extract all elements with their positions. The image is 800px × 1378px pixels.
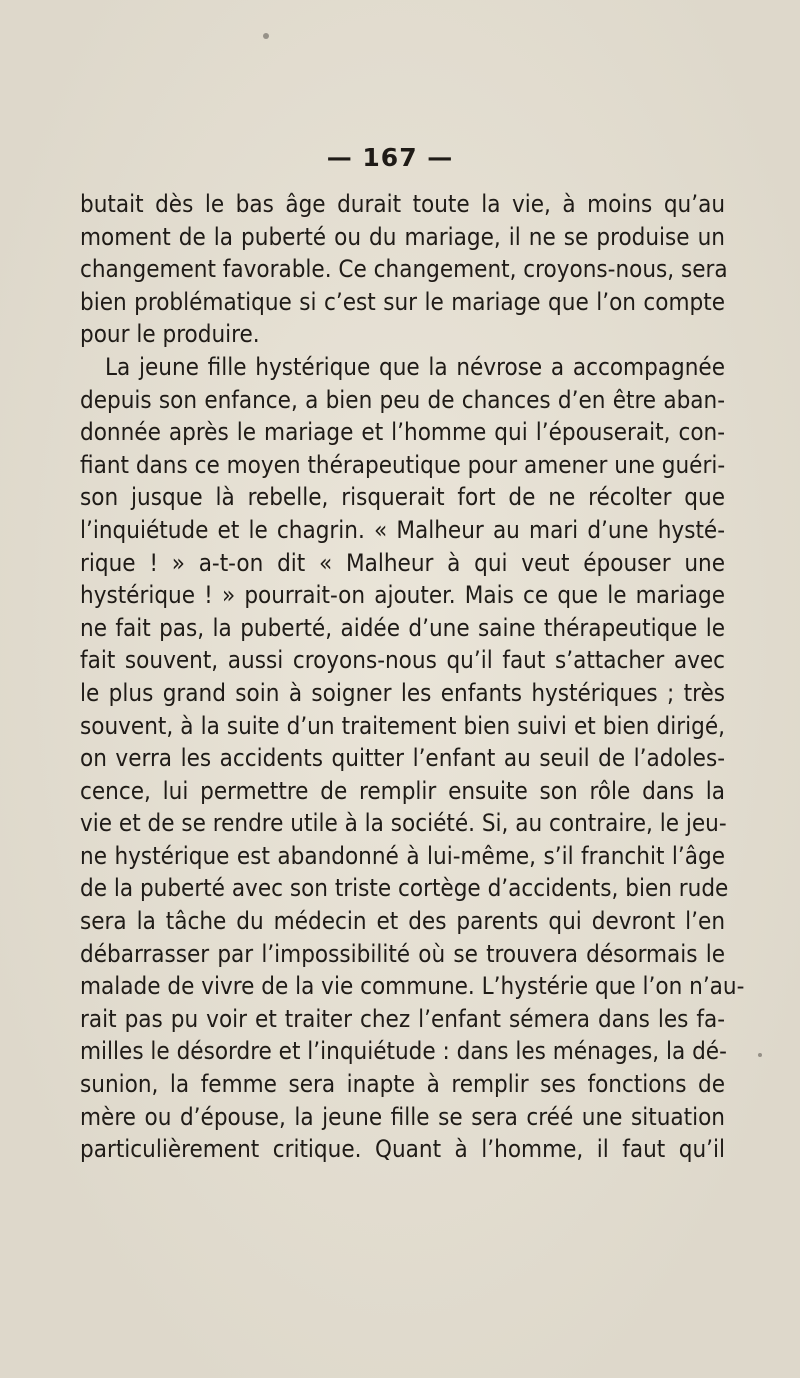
text-line: sera la tâche du médecin et des parents qui devront l’en <box>80 907 725 936</box>
text-line: cence, lui permettre de remplir ensuite son rôle dans la <box>80 776 725 805</box>
text-line: mère ou d’épouse, la jeune fille se sera créé une situation <box>80 1102 725 1131</box>
text-line: vie et de se rendre utile à la société. Si, au contraire, le jeu- <box>80 809 727 838</box>
text-line: sunion, la femme sera inapte à remplir ses fonctions de <box>80 1070 725 1099</box>
page-number: — 167 — <box>326 143 454 172</box>
text-line: ne hystérique est abandonné à lui-même, s’il franchit l’âge <box>80 841 725 870</box>
text-line: La jeune fille hystérique que la névrose a accompagnée <box>105 352 725 381</box>
text-line: pour le produire. <box>80 320 260 349</box>
text-line: de la puberté avec son triste cortège d’accidents, bien rude <box>80 874 729 903</box>
text-line: l’inquiétude et le chagrin. « Malheur au mari d’une hysté- <box>80 515 725 544</box>
ink-speck <box>263 33 269 39</box>
text-line: débarrasser par l’impossibilité où se trouvera désormais le <box>80 939 725 968</box>
text-line: ne fait pas, la puberté, aidée d’une saine thérapeutique le <box>80 613 725 642</box>
text-line: fait souvent, aussi croyons-nous qu’il faut s’attacher avec <box>80 646 725 675</box>
text-line: fiant dans ce moyen thérapeutique pour amener une guéri- <box>80 450 726 479</box>
text-line: particulièrement critique. Quant à l’homme, il faut qu’il <box>80 1135 725 1164</box>
text-line: changement favorable. Ce changement, croyons-nous, sera <box>80 255 728 284</box>
text-line: milles le désordre et l’inquiétude : dans les ménages, la dé- <box>80 1037 727 1066</box>
text-line: donnée après le mariage et l’homme qui l’épouserait, con- <box>80 418 725 447</box>
body-text <box>80 188 745 1166</box>
text-line: moment de la puberté ou du mariage, il ne se produise un <box>80 222 725 251</box>
text-line: le plus grand soin à soigner les enfants hystériques ; très <box>80 678 725 707</box>
text-line: bien problématique si c’est sur le mariage que l’on compte <box>80 287 725 316</box>
text-line: butait dès le bas âge durait toute la vie, à moins qu’au <box>80 190 725 218</box>
text-line: son jusque là rebelle, risquerait fort de ne récolter que <box>80 483 725 512</box>
ink-speck <box>758 1053 762 1057</box>
text-line: malade de vivre de la vie commune. L’hystérie que l’on n’au- <box>80 972 745 1001</box>
text-line: on verra les accidents quitter l’enfant au seuil de l’adoles- <box>80 744 725 773</box>
text-line: souvent, à la suite d’un traitement bien suivi et bien dirigé, <box>80 711 725 740</box>
text-line: hystérique ! » pourrait-on ajouter. Mais ce que le mariage <box>80 581 725 610</box>
text-line: depuis son enfance, a bien peu de chances d’en être aban- <box>80 385 725 414</box>
text-line: rait pas pu voir et traiter chez l’enfant sémera dans les fa- <box>80 1004 725 1033</box>
text-line: rique ! » a-t-on dit « Malheur à qui veut épouser une <box>80 548 725 577</box>
